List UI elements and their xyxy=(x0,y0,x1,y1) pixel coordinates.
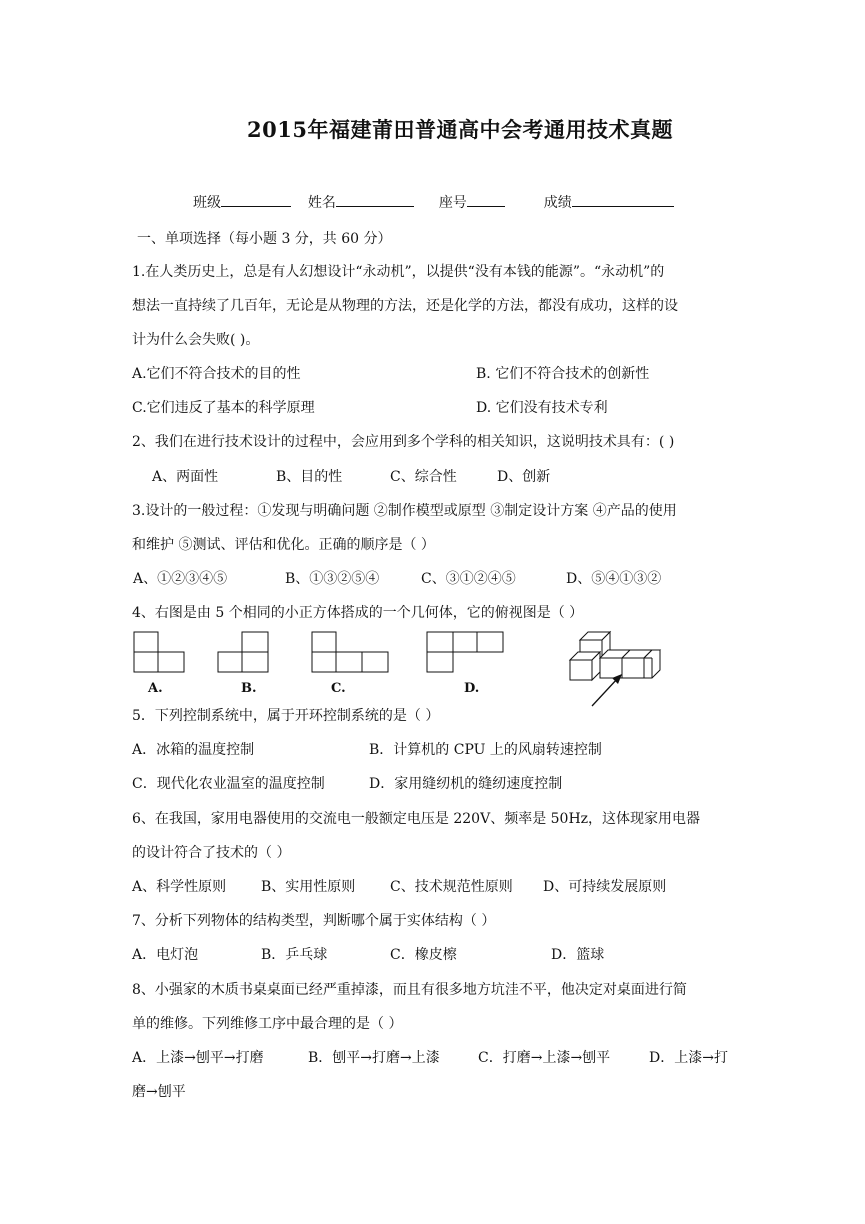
q5-option-b[interactable]: B．计算机的 CPU 上的风扇转速控制 xyxy=(369,742,602,758)
q6-option-c[interactable]: C、技术规范性原则 xyxy=(390,879,513,895)
q3-line2: 和维护 ⑤测试、评估和优化。正确的顺序是（ ） xyxy=(132,537,435,553)
q5-option-c[interactable]: C．现代化农业温室的温度控制 xyxy=(132,776,325,792)
q7-option-c[interactable]: C．橡皮檫 xyxy=(390,947,457,963)
score-blank[interactable] xyxy=(572,192,674,207)
q2-option-a[interactable]: A、两面性 xyxy=(152,469,219,485)
q4-option-d-figure[interactable] xyxy=(425,630,507,674)
q5-option-a[interactable]: A．冰箱的温度控制 xyxy=(132,742,255,758)
q7-option-a[interactable]: A．电灯泡 xyxy=(132,947,199,963)
q7-line1: 7、分析下列物体的结构类型，判断哪个属于实体结构（ ） xyxy=(132,913,496,929)
q2-option-c[interactable]: C、综合性 xyxy=(390,469,457,485)
q6-line1: 6、在我国，家用电器使用的交流电一般额定电压是 220V、频率是 50Hz，这体现家用电器 xyxy=(132,811,701,827)
q5-line1: 5．下列控制系统中，属于开环控制系统的是（ ） xyxy=(132,708,440,724)
q4-option-a-figure[interactable] xyxy=(132,630,188,674)
q2-option-d[interactable]: D、创新 xyxy=(497,469,551,485)
q4-label-b: B. xyxy=(241,681,257,696)
q8-line2: 单的维修。下列维修工序中最合理的是（ ） xyxy=(132,1016,403,1032)
name-blank[interactable] xyxy=(336,192,414,207)
q8-option-b[interactable]: B．刨平→打磨→上漆 xyxy=(308,1050,440,1066)
q2-line1: 2、我们在进行技术设计的过程中，会应用到多个学科的相关知识，这说明技术具有：( ) xyxy=(132,434,675,450)
q6-line2: 的设计符合了技术的（ ） xyxy=(132,845,291,861)
q1-option-d[interactable]: D. 它们没有技术专利 xyxy=(476,400,608,416)
q8-option-d-continued: 磨→刨平 xyxy=(132,1084,186,1100)
page-title: 2015年福建莆田普通高中会考通用技术真题 xyxy=(247,117,673,142)
q3-option-c[interactable]: C、③①②④⑤ xyxy=(421,571,516,587)
q6-option-d[interactable]: D、可持续发展原则 xyxy=(543,879,667,895)
seat-label: 座号 xyxy=(438,195,467,211)
q1-line1: 1.在人类历史上，总是有人幻想设计“永动机”，以提供“没有本钱的能源”。“永动机”的 xyxy=(132,264,665,280)
q4-label-d: D. xyxy=(464,681,480,696)
section-heading: 一、单项选择（每小题 3 分，共 60 分） xyxy=(137,231,392,247)
q1-option-b[interactable]: B. 它们不符合技术的创新性 xyxy=(476,366,650,382)
q8-option-a[interactable]: A．上漆→刨平→打磨 xyxy=(132,1050,264,1066)
seat-blank[interactable] xyxy=(467,192,505,207)
q1-line2: 想法一直持续了几百年，无论是从物理的方法，还是化学的方法，都没有成功，这样的设 xyxy=(132,298,678,314)
name-label: 姓名 xyxy=(307,195,336,211)
q5-option-d[interactable]: D．家用缝纫机的缝纫速度控制 xyxy=(369,776,563,792)
q4-label-a: A. xyxy=(148,681,163,696)
student-info-fields xyxy=(193,192,674,212)
q4-option-b-figure[interactable] xyxy=(216,630,272,674)
class-blank[interactable] xyxy=(221,192,291,207)
q4-line1: 4、右图是由 5 个相同的小正方体搭成的一个几何体，它的俯视图是（ ） xyxy=(132,605,584,621)
q7-option-b[interactable]: B．乒乓球 xyxy=(261,947,328,963)
q4-label-c: C. xyxy=(331,681,346,696)
q3-option-b[interactable]: B、①③②⑤④ xyxy=(285,571,380,587)
q6-option-a[interactable]: A、科学性原则 xyxy=(132,879,227,895)
q2-option-b[interactable]: B、目的性 xyxy=(276,469,343,485)
q1-option-c[interactable]: C.它们违反了基本的科学原理 xyxy=(132,400,315,416)
q4-option-c-figure[interactable] xyxy=(310,630,392,674)
q3-option-a[interactable]: A、①②③④⑤ xyxy=(133,571,228,587)
q8-option-c[interactable]: C．打磨→上漆→刨平 xyxy=(478,1050,611,1066)
q1-option-a[interactable]: A.它们不符合技术的目的性 xyxy=(132,366,301,382)
q3-option-d[interactable]: D、⑤④①③② xyxy=(566,571,662,587)
q3-line1: 3.设计的一般过程：①发现与明确问题 ②制作模型或原型 ③制定设计方案 ④产品的使用 xyxy=(132,503,677,519)
score-label: 成绩 xyxy=(543,195,572,211)
class-label: 班级 xyxy=(193,195,221,211)
q8-line1: 8、小强家的木质书桌桌面已经严重掉漆，而且有很多地方坑洼不平，他决定对桌面进行简 xyxy=(132,982,687,998)
q7-option-d[interactable]: D．篮球 xyxy=(551,947,605,963)
q6-option-b[interactable]: B、实用性原则 xyxy=(261,879,356,895)
q8-option-d[interactable]: D．上漆→打 xyxy=(649,1050,728,1066)
q4-cube-solid-figure xyxy=(560,628,668,710)
q1-line3: 计为什么会失败( )。 xyxy=(132,332,260,348)
